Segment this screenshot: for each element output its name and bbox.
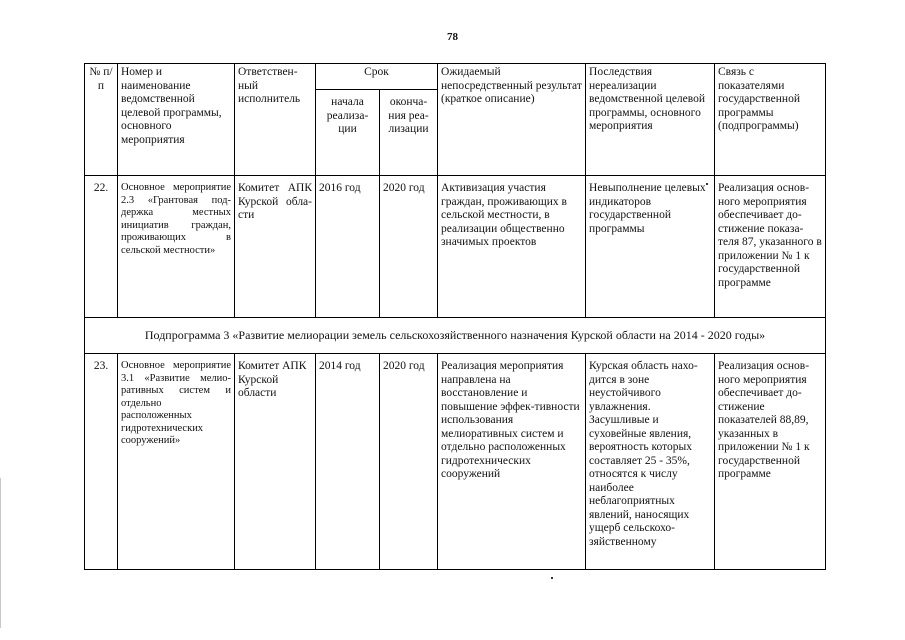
scan-edge-line <box>0 478 1 628</box>
header-start: начала реализа-ции <box>316 90 380 176</box>
row-number: 23. <box>85 354 118 570</box>
row-end: 2020 год <box>380 176 438 318</box>
row-consequences: Невыполнение целевых индикаторов государственной программы <box>586 176 715 318</box>
scan-dot <box>551 577 553 579</box>
row-expected-result: Активизация участия граждан, проживающих в сельской местности, в реализации общественно значимых проектов <box>438 176 586 318</box>
header-row <box>85 64 826 90</box>
table-row <box>85 354 826 570</box>
header-program-name: Номер и наименование ведомственной целевой программы, основного мероприятия <box>118 64 235 176</box>
header-indicator-link: Связь с показателями государственной программы (подпрограммы) <box>715 64 826 176</box>
row-indicator-link: Реализация основ-ного мероприятия обеспечивает до-стижение показа-теля 87, указанного в приложении № 1 к государственной программе <box>715 176 826 318</box>
subprogram-row <box>85 318 826 354</box>
row-start: 2014 год <box>316 354 380 570</box>
page-number: 78 <box>447 31 458 43</box>
row-expected-result: Реализация мероприятия направлена на восстановление и повышение эффек-тивности использования мелиоративных систем и отдельно расположенных гидротехнических сооружений <box>438 354 586 570</box>
header-term: Срок <box>316 64 438 90</box>
table-row <box>85 176 826 318</box>
row-indicator-link: Реализация основ-ного мероприятия обеспечивает до-стижение показателей 88,89, указанных в приложении № 1 к государственной программе <box>715 354 826 570</box>
measures-table <box>84 63 826 570</box>
row-responsible: Комитет АПК Курской обла-сти <box>235 176 316 318</box>
row-consequences: Курская область нахо-дится в зоне неустойчивого увлажнения. Засушливые и суховейные явления, вероятность которых составляет 25 - 35%, относятся к числу наиболее неблагоприятных явлений, наносящих ущерб сельскохо-зяйственному <box>586 354 715 570</box>
row-responsible: Комитет АПК Курской области <box>235 354 316 570</box>
row-end: 2020 год <box>380 354 438 570</box>
row-start: 2016 год <box>316 176 380 318</box>
header-number: № п/п <box>85 64 118 176</box>
row-program-name: Основное мероприятие 3.1 «Развитие мелио-ративных систем и отдельно расположенных гидротехнических сооружений» <box>118 354 235 570</box>
row-program-name: Основное мероприятие 2.3 «Грантовая под-держка местных инициатив граждан, проживающих в сельской местности» <box>118 176 235 318</box>
scan-dot <box>706 183 708 185</box>
row-number: 22. <box>85 176 118 318</box>
header-responsible: Ответствен-ный исполнитель <box>235 64 316 176</box>
subprogram-title: Подпрограмма 3 «Развитие мелиорации земель сельскохозяйственного назначения Курской области на 2014 - 2020 годы» <box>85 318 826 354</box>
header-expected-result: Ожидаемый непосредственный результат (краткое описание) <box>438 64 586 176</box>
header-consequences: Последствия нереализации ведомственной целевой программы, основного мероприятия <box>586 64 715 176</box>
header-end: оконча-ния реа-лизации <box>380 90 438 176</box>
